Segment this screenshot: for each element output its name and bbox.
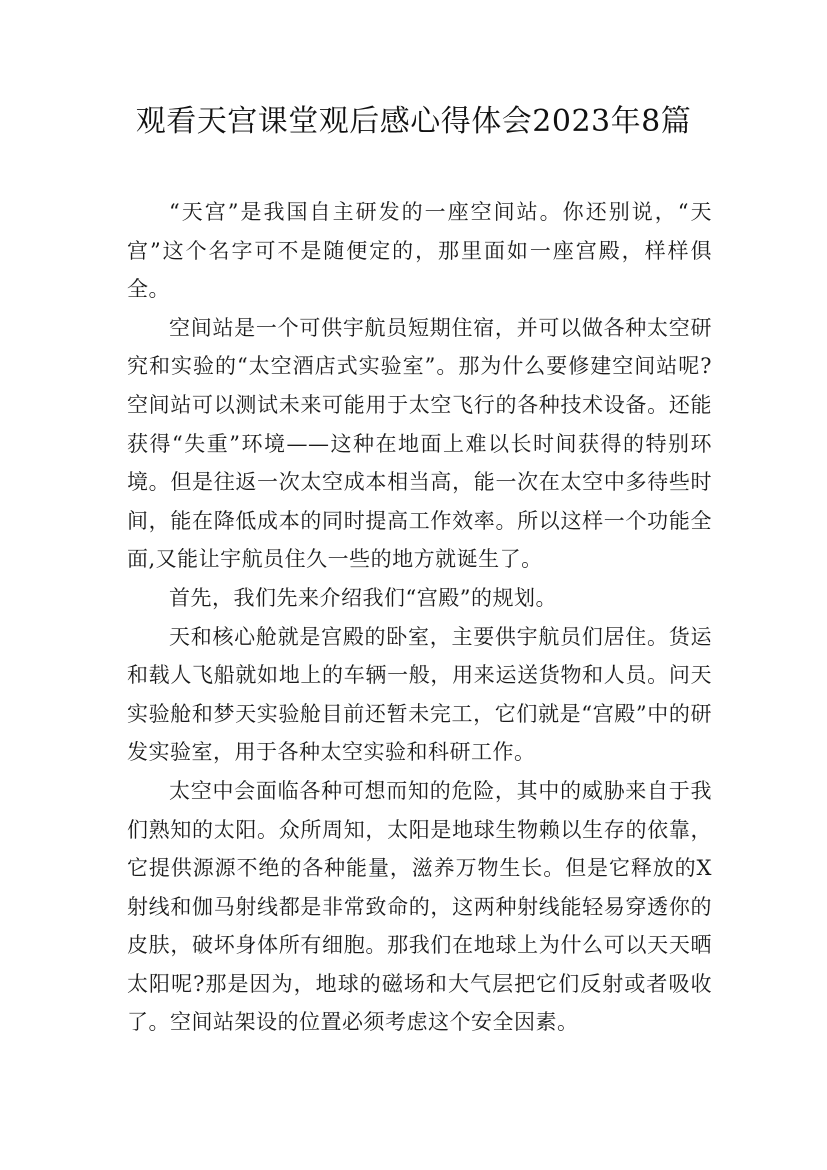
paragraph-4: 天和核心舱就是宫殿的卧室，主要供宇航员们居住。货运和载人飞船就如地上的车辆一般，用来运送货物和人员。问天实验舱和梦天实验舱目前还暂未完工，它们就是“宫殿”中的研发实验室，用于各种太空实验和科研工作。 xyxy=(127,624,712,765)
paragraph-5: 太空中会面临各种可想而知的危险，其中的威胁来自于我们熟知的太阳。众所周知，太阳是地球生物赖以生存的依靠，它提供源源不绝的各种能量，滋养万物生长。但是它释放的X射线和伽马射线都是非常致命的，这两种射线能轻易穿透你的皮肤，破坏身体所有细胞。那我们在地球上为什么可以天天晒太阳呢?那是因为，地球的磁场和大气层把它们反射或者吸收了。空间站架设的位置必须考虑这个安全因素。 xyxy=(127,778,712,1035)
document-body xyxy=(127,193,712,1042)
document-title: 观看天宫课堂观后感心得体会2023年8篇 xyxy=(135,104,692,139)
paragraph-3: 首先，我们先来介绍我们“宫殿”的规划。 xyxy=(169,585,557,610)
paragraph-1: “天宫”是我国自主研发的一座空间站。你还别说，“天宫”这个名字可不是随便定的，那里面如一座宫殿，样样俱全。 xyxy=(127,200,712,302)
paragraph-2: 空间站是一个可供宇航员短期住宿，并可以做各种太空研究和实验的“太空酒店式实验室”。那为什么要修建空间站呢?空间站可以测试未来可能用于太空飞行的各种技术设备。还能获得“失重”环境——这种在地面上难以长时间获得的特别环境。但是往返一次太空成本相当高，能一次在太空中多待些时间，能在降低成本的同时提高工作效率。所以这样一个功能全面,又能让宇航员住久一些的地方就诞生了。 xyxy=(127,315,712,572)
